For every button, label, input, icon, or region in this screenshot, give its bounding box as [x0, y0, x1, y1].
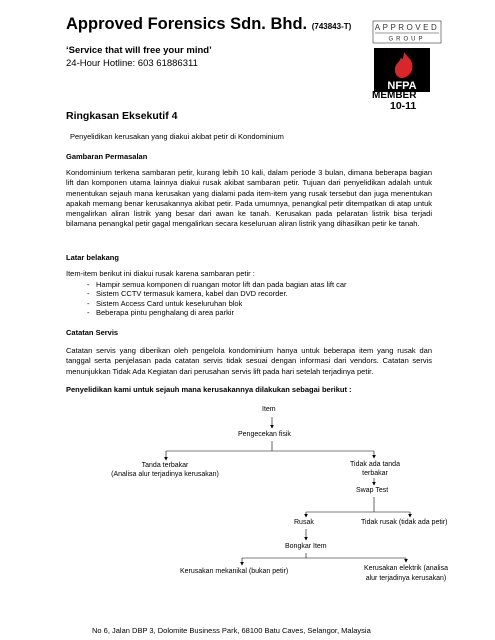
flow-node-elektrik: [354, 564, 458, 584]
page-subtitle: Penyelidikan kerusakan yang diakui akibat petir di Kondominium: [70, 132, 284, 141]
flow-node-bongkar: Bongkar Item: [285, 543, 327, 550]
flow-node-mekanikal: Kerusakan mekanikal (bukan petir): [180, 568, 289, 575]
registration-number: (743843-T): [311, 22, 352, 31]
flow-node-swap-test: Swap Test: [356, 487, 389, 494]
section-heading-latar: Latar belakang: [66, 253, 119, 262]
member-year: 10-11: [390, 100, 417, 112]
page-title: Ringkasan Eksekutif 4: [66, 110, 178, 122]
section-heading-gambaran: Gambaran Permasalan: [66, 152, 148, 161]
flow-node-elektrik-1: Kerusakan elektrik (analisa: [363, 565, 449, 572]
list-item: - Hampir semua komponen di ruangan motor lift dan pada bagian atas lift car: [96, 280, 347, 289]
logo-text: APPROVED: [374, 23, 440, 32]
company-name-text: Approved Forensics Sdn. Bhd.: [66, 15, 308, 33]
flow-node-tidak-tanda-2: terbakar: [362, 470, 388, 477]
list-item: - Sistem CCTV termasuk kamera, kabel dan DVD recorder.: [96, 289, 347, 298]
flow-node-tidak-rusak: Tidak rusak (tidak ada petir): [361, 519, 448, 526]
section-heading-catatan: Catatan Servis: [66, 328, 119, 337]
flow-node-tidak-ada-tanda: [344, 460, 406, 478]
list-item: - Beberapa pintu penghalang di area parkir: [96, 308, 347, 317]
flow-node-tanda-terbakar: [105, 462, 225, 478]
hotline: 24-Hour Hotline: 603 61886311: [66, 58, 198, 69]
flow-node-elektrik-2: alur terjadinya kerusakan): [365, 575, 447, 582]
flow-node-tidak-tanda-1: Tidak ada tanda: [350, 461, 400, 468]
section-text-catatan: Catatan servis yang diberikan oleh pengelola kondominium hanya untuk beberapa item yang rusak dan tanggal serta penjelasan pada catatan servis tidak sesuai dengan informasi dari vendors. Catatan servis menunjukkan Tidak Ada Kegiatan dari perusahan servis lift pada hari setelah terjadinya petir.: [66, 346, 432, 376]
list-item: - Sistem Access Card untuk keseluruhan blok: [96, 299, 347, 308]
section-intro-latar: Item-item berikut ini diakui rusak karena sambaran petir :: [66, 269, 255, 278]
flow-node-item: Item: [262, 406, 276, 413]
flow-node-rusak: Rusak: [294, 519, 314, 526]
tagline: ‘Service that will free your mind’: [66, 45, 212, 56]
flow-node-pengecekan: Pengecekan fisik: [238, 431, 291, 438]
logo-sub-text: GROUP: [388, 36, 426, 43]
member-label: MEMBER: [372, 90, 417, 101]
footer-address: No 6, Jalan DBP 3, Dolomite Business Park, 68100 Batu Caves, Selangor, Malaysia: [92, 626, 371, 635]
investigation-heading: Penyelidikan kami untuk sejauh mana kerusakannya dilakukan sebagai berikut :: [66, 385, 352, 394]
section-text-gambaran: Kondominium terkena sambaran petir, kurang lebih 10 kali, dalam periode 3 bulan, dimana beberapa bagian lift dan komponen utama lainnya diakui rusak akibat sambaran petir. Tujuan dari penyelidikan adalah untuk menentukan sejauh mana kerusakan yang dialami pada item-item yang rusak tersebut dan juga menentukan apakah memang benar kerusakannya akibat petir. Pada umumnya, penangkal petir ditempatkan di atap untuk mengalirkan aliran listrik yang besar dari awan ke tanah. Kerusakan pada pelaratan listrik bisa terjadi bilamana penangkal petir gagal mengalirkan secara keseluruan aliran listrik yang dihasilkan petir ke tanah.: [66, 168, 432, 229]
flow-node-tanda-label: Tanda terbakar: [141, 462, 189, 469]
nfpa-text: NFPA: [387, 80, 417, 92]
flow-node-tanda-sub: (Analisa alur terjadinya kerusakan): [111, 471, 219, 478]
